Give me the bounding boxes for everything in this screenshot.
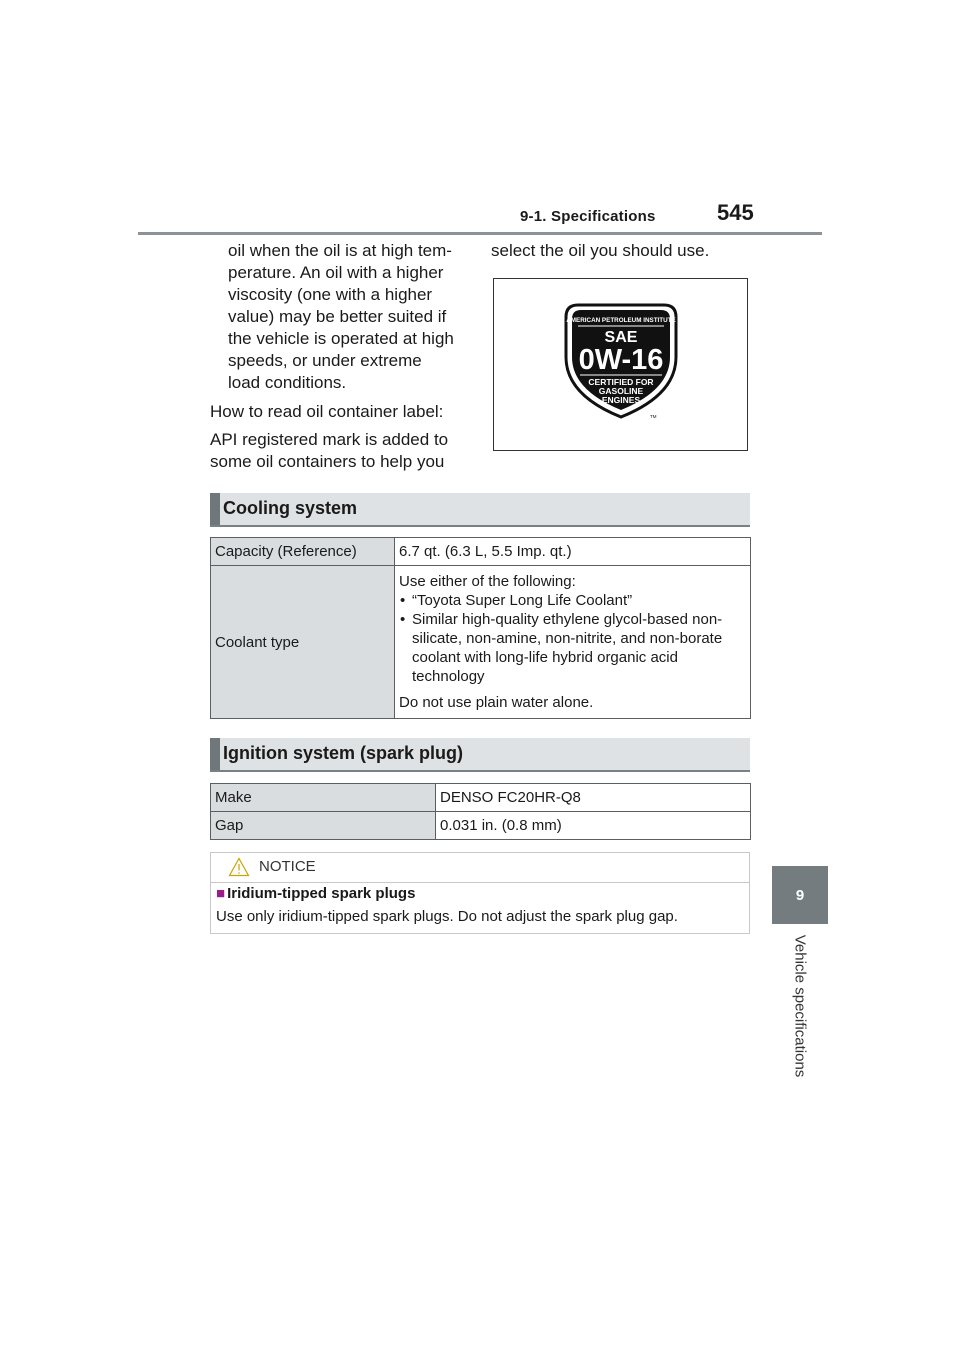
- heading-title: Cooling system: [223, 498, 358, 518]
- table-row: [211, 812, 751, 840]
- text-line: some oil containers to help you: [210, 452, 445, 471]
- api-tm-text: TM: [650, 414, 657, 419]
- api-shield-icon: [558, 299, 684, 421]
- heading-accent-bar: [210, 738, 220, 770]
- coolant-type-label-text: Coolant type: [215, 633, 300, 651]
- heading-accent-bar: [210, 493, 220, 525]
- label-heading-text: How to read oil container label:: [210, 402, 444, 421]
- table-row: [211, 784, 751, 812]
- cooling-system-heading: [210, 493, 750, 527]
- coolant-warning: Do not use plain water alone.: [399, 694, 594, 711]
- coolant-type-label: [211, 566, 395, 719]
- text-line: API registered mark is added to: [210, 430, 449, 449]
- square-bullet-icon: ■: [216, 885, 226, 902]
- api-grade-text: 0W-16: [578, 344, 664, 376]
- spark-plug-spec-table: [210, 783, 751, 840]
- notice-text: Use only iridium-tipped spark plugs. Do not adjust the spark plug gap.: [216, 908, 678, 925]
- text-line: value) may be better suited if: [228, 307, 447, 326]
- make-value: DENSO FC20HR-Q8: [436, 784, 751, 812]
- notice-box: [210, 852, 750, 934]
- table-row: [211, 566, 751, 719]
- api-institute-text: AMERICAN PETROLEUM INSTITUTE: [566, 317, 676, 324]
- list-item: • “Toyota Super Long Life Coolant”: [399, 591, 746, 610]
- notice-subtitle-text: Iridium-tipped spark plugs: [227, 885, 416, 902]
- heading-title: Ignition system (spark plug): [223, 743, 464, 763]
- text-line: perature. An oil with a higher: [228, 263, 444, 282]
- api-cert-text: CERTIFIED FOR: [588, 377, 654, 387]
- chapter-tab: [772, 866, 828, 924]
- notice-title: NOTICE: [259, 858, 316, 875]
- coolant-intro: Use either of the following:: [399, 573, 576, 590]
- text-line: the vehicle is operated at high: [228, 329, 454, 348]
- chapter-title: Vehicle specifications: [791, 934, 809, 1078]
- coolant-options-list: [399, 591, 746, 686]
- gap-value: 0.031 in. (0.8 mm): [436, 812, 751, 840]
- capacity-value: 6.7 qt. (6.3 L, 5.5 Imp. qt.): [395, 538, 751, 566]
- api-certification-mark-figure: [493, 278, 748, 451]
- text-line: viscosity (one with a higher: [228, 285, 433, 304]
- notice-subtitle: [216, 885, 415, 902]
- capacity-label: Capacity (Reference): [211, 538, 395, 566]
- list-item: • Similar high-quality ethylene glycol-based non-silicate, non-amine, non-nitrite, and non-borate coolant with long-life hybrid organic acid technology: [399, 610, 746, 686]
- gap-label: Gap: [211, 812, 436, 840]
- api-mark-paragraph: [210, 429, 472, 473]
- text-line: oil when the oil is at high tem-: [228, 241, 452, 260]
- api-cert-text: GASOLINE: [598, 386, 644, 396]
- text-line: speeds, or under extreme: [228, 351, 422, 370]
- api-sae-text: SAE: [604, 329, 638, 346]
- notice-header: [211, 853, 749, 883]
- chapter-number: 9: [795, 886, 805, 904]
- section-title: 9-1. Specifications: [520, 208, 656, 225]
- make-label: Make: [211, 784, 436, 812]
- ignition-system-heading: [210, 738, 750, 772]
- coolant-type-value: [395, 566, 751, 719]
- api-mark-paragraph-continued: select the oil you should use.: [491, 241, 710, 260]
- page-number: 545: [717, 200, 754, 225]
- table-row: [211, 538, 751, 566]
- warning-triangle-icon: [228, 857, 250, 877]
- header-rule: [138, 232, 822, 235]
- cooling-spec-table: [210, 537, 751, 719]
- text-line: load conditions.: [228, 373, 347, 392]
- api-cert-text: ENGINES: [601, 395, 641, 405]
- oil-viscosity-paragraph: [228, 240, 478, 394]
